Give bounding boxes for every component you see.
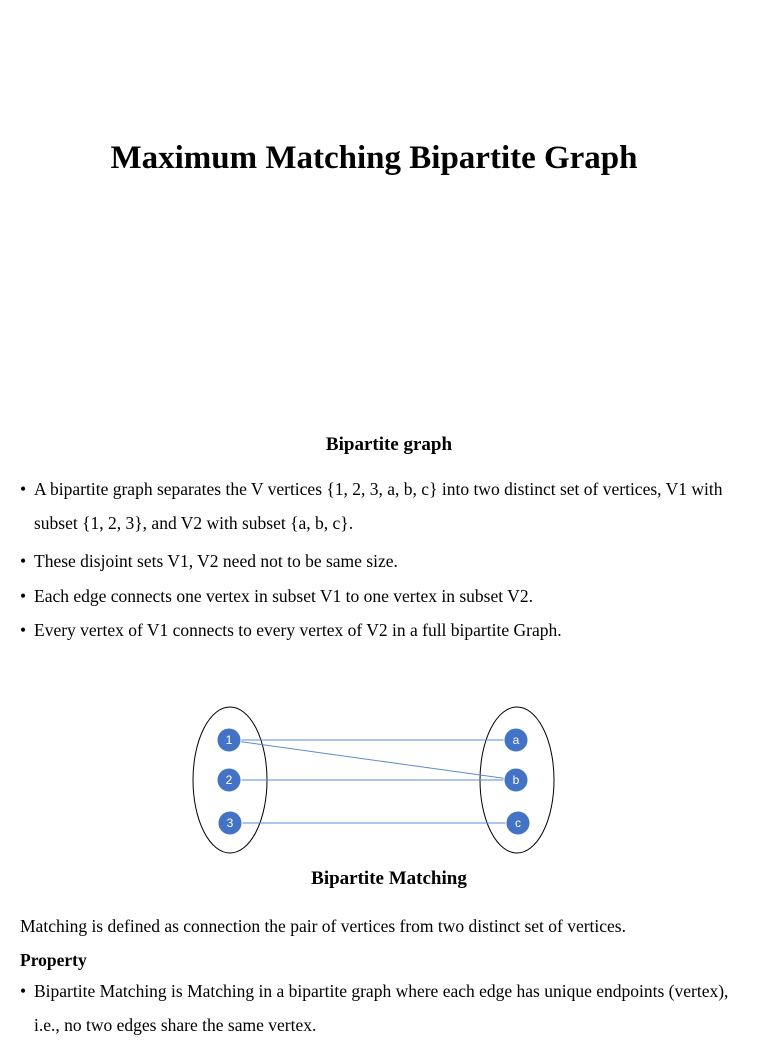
vertex-label: 3: [226, 816, 234, 830]
bipartite-graph-heading: Bipartite graph: [325, 434, 453, 455]
vertex-3: [218, 811, 242, 835]
property-label: Property: [20, 950, 87, 970]
bullet-text: Each edge connects one vertex in subset V1 to one vertex in subset V2.: [34, 586, 533, 606]
bullet-icon: •: [20, 551, 27, 571]
bullet-text: Every vertex of V1 connects to every vertex of V2 in a full bipartite Graph.: [34, 620, 562, 640]
matching-definition: Matching is defined as connection the pair of vertices from two distinct set of vertices.: [20, 916, 626, 936]
bullet-icon: •: [20, 620, 27, 640]
edges-layer: [229, 740, 518, 823]
vertex-c: [506, 811, 530, 835]
vertex-label: 2: [225, 773, 233, 787]
nodes-layer: [217, 728, 530, 835]
bullet-text: Bipartite Matching is Matching in a bipartite graph where each edge has unique endpoints (vertex), i.e., no two edges share the same vertex.: [34, 981, 729, 1035]
vertex-label: b: [512, 773, 520, 787]
vertex-2: [217, 768, 241, 792]
vertex-a: [504, 728, 528, 752]
bullet-item: [20, 544, 735, 578]
bullet-icon: •: [20, 479, 27, 499]
vertex-label: 1: [225, 733, 233, 747]
bullet-item: [20, 579, 735, 613]
edge-1-b: [229, 740, 516, 780]
bullet-text: These disjoint sets V1, V2 need not to be same size.: [34, 551, 398, 571]
bipartite-matching-heading: Bipartite Matching: [311, 868, 467, 889]
vertex-label: c: [515, 816, 521, 830]
bullet-item: [20, 472, 735, 540]
bullet-icon: •: [20, 586, 27, 606]
bipartite-graph-diagram: [180, 700, 580, 860]
vertex-label: a: [512, 733, 520, 747]
vertex-b: [504, 768, 528, 792]
bullet-item: [20, 974, 735, 1042]
bullet-text: A bipartite graph separates the V vertices {1, 2, 3, a, b, c} into two distinct set of vertices, V1 with subset {1, 2, 3}, and V2 with subset {a, b, c}.: [34, 479, 723, 533]
page-title: Maximum Matching Bipartite Graph: [110, 140, 638, 176]
bullet-item: [20, 613, 735, 647]
bullet-icon: •: [20, 981, 27, 1001]
vertex-1: [217, 728, 241, 752]
